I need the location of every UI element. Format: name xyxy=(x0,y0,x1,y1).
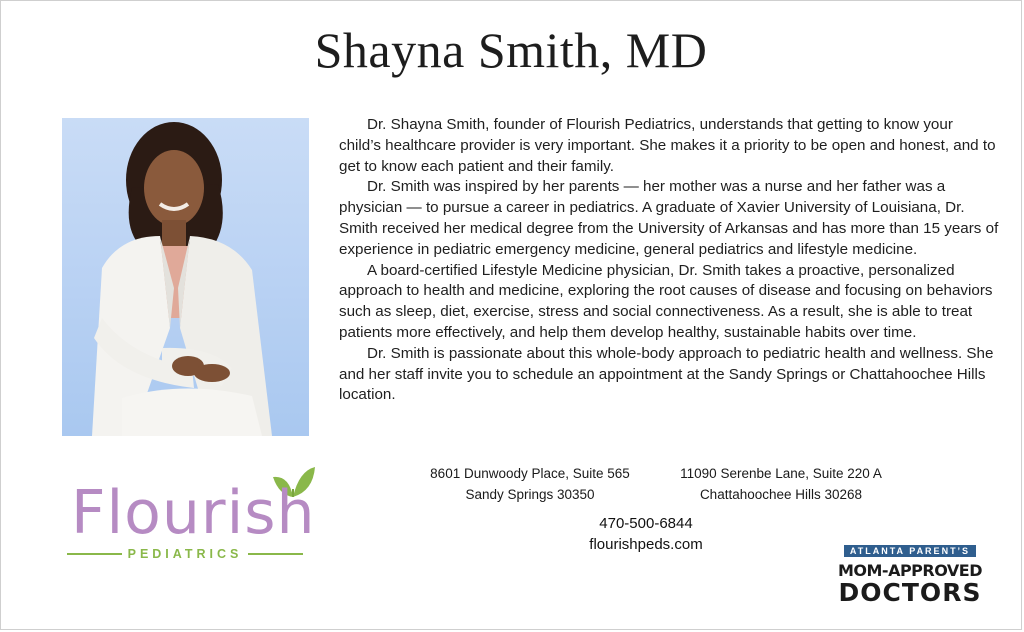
bio-paragraph: Dr. Shayna Smith, founder of Flourish Pediatrics, understands that getting to know your child’s healthcare provider is very important. She makes it a priority to be open and honest, and to get to know each patient and their family. xyxy=(339,116,996,175)
logo-subtitle xyxy=(67,547,303,561)
flourish-logo xyxy=(67,465,316,565)
logo-wordmark: Flourish xyxy=(71,478,316,548)
bio-paragraph: A board-certified Lifestyle Medicine physician, Dr. Smith takes a proactive, personalized approach to health and medicine, exploring the root causes of disease and focusing on behaviors such as sleep, diet, exercise, stress and social connectiveness. As a result, she is able to treat patients more effectively, and help them develop healthy, sustainable habits over time. xyxy=(339,261,993,341)
badge-header: ATLANTA PARENT’S xyxy=(844,545,976,557)
bio-text xyxy=(339,115,999,406)
location-chattahoochee-hills xyxy=(661,463,901,505)
locations xyxy=(401,463,901,505)
logo-subtitle-text: PEDIATRICS xyxy=(127,547,243,561)
location-sandy-springs xyxy=(401,463,659,505)
badge-title: MOM-APPROVED xyxy=(837,561,982,580)
logo-rule xyxy=(67,553,122,555)
website-link[interactable]: flourishpeds.com xyxy=(589,536,703,553)
address-line: Sandy Springs 30350 xyxy=(465,487,595,502)
badge-doctors: DOCTORS xyxy=(838,578,982,607)
page-title: Shayna Smith, MD xyxy=(314,22,708,78)
mom-approved-badge xyxy=(835,541,985,605)
address-line: 11090 Serenbe Lane, Suite 220 A xyxy=(680,466,882,481)
portrait-illustration xyxy=(62,118,309,436)
address-line: 8601 Dunwoody Place, Suite 565 xyxy=(430,466,630,481)
contact-info xyxy=(546,513,746,555)
address-line: Chattahoochee Hills 30268 xyxy=(699,487,863,502)
doctor-portrait xyxy=(62,118,309,436)
logo-rule xyxy=(248,553,303,555)
bio-paragraph: Dr. Smith is passionate about this whole-body approach to pediatric health and wellness. She and her staff invite you to schedule an appointment at the Sandy Springs or Chattahoochee Hills location. xyxy=(339,344,994,404)
bio-paragraph: Dr. Smith was inspired by her parents — her mother was a nurse and her father was a physician — to pursue a career in pediatrics. A graduate of Xavier University of Louisiana, Dr. Smith received her medical degree from the University of Arkansas and has more than 15 years of experience in pediatric emergency medicine, general pediatrics and lifestyle medicine. xyxy=(339,178,999,258)
phone-number[interactable]: 470-500-6844 xyxy=(599,515,693,532)
